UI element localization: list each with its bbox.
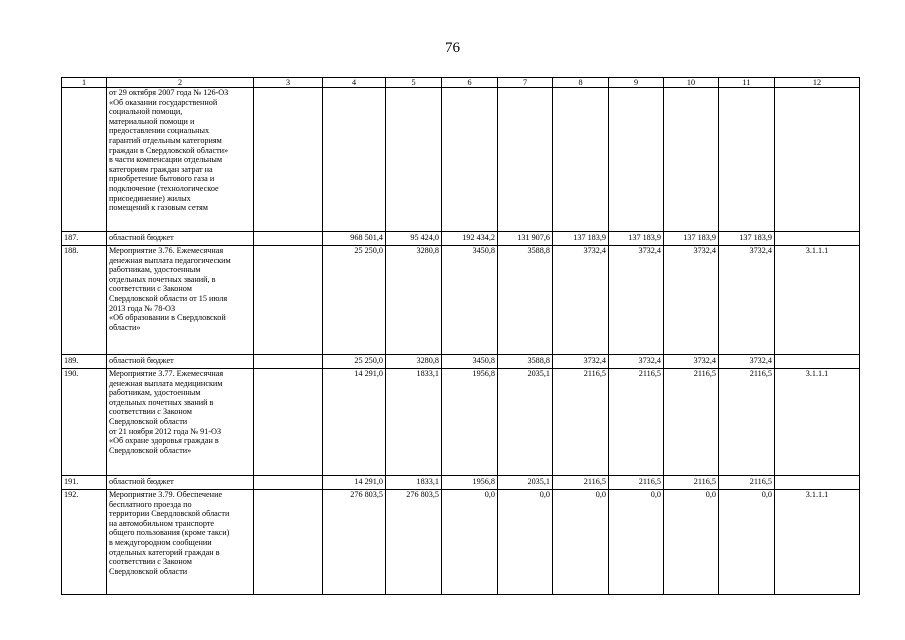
amount-cell: 1833,1 bbox=[386, 476, 442, 490]
target-code-cell bbox=[775, 232, 860, 246]
description-line: Свердловской области bbox=[109, 566, 188, 576]
description-line: в междугородном сообщении bbox=[109, 537, 212, 547]
budget-table bbox=[61, 77, 860, 595]
amount-cell: 2116,5 bbox=[664, 476, 719, 490]
row-description bbox=[107, 88, 254, 232]
description-line: Мероприятие 3.79. Обеспечение bbox=[109, 490, 223, 499]
description-line: Мероприятие 3.77. Ежемесячная bbox=[109, 369, 224, 378]
description-line: «Об образовании в Свердловской bbox=[109, 313, 226, 323]
amount-cell: 25 250,0 bbox=[323, 246, 386, 355]
description-line: Свердловской области bbox=[109, 416, 188, 426]
row-description bbox=[107, 369, 254, 476]
amount-cell: 137 183,9 bbox=[719, 232, 775, 246]
description-line: общего пользования (кроме такси) bbox=[109, 528, 230, 538]
amount-cell: 95 424,0 bbox=[386, 232, 442, 246]
amount-cell: 2116,5 bbox=[664, 369, 719, 476]
description-line: Свердловской области» bbox=[109, 445, 192, 455]
row-description bbox=[107, 246, 254, 355]
amount-cell: 137 183,9 bbox=[609, 232, 664, 246]
description-line: областной бюджет bbox=[109, 477, 174, 486]
description-line: денежная выплата медицинским bbox=[109, 378, 223, 388]
description-line: соответствии с Законом bbox=[109, 407, 192, 417]
target-code-cell: 3.1.1.1 bbox=[775, 490, 860, 595]
amount-cell: 3450,8 bbox=[442, 246, 498, 355]
description-line: областной бюджет bbox=[109, 233, 174, 242]
row-number: 191. bbox=[62, 476, 107, 490]
description-line: от 21 ноября 2012 года № 91-ОЗ bbox=[109, 426, 222, 436]
column-header: 3 bbox=[254, 78, 323, 88]
description-line: денежная выплата педагогическим bbox=[109, 255, 231, 265]
description-line: помещений к газовым сетям bbox=[109, 203, 208, 213]
target-code-cell bbox=[775, 476, 860, 490]
amount-cell: 276 803,5 bbox=[323, 490, 386, 595]
row-number: 192. bbox=[62, 490, 107, 595]
amount-cell: 3732,4 bbox=[553, 355, 609, 369]
description-line: в части компенсации отдельным bbox=[109, 155, 223, 165]
amount-cell: 3732,4 bbox=[664, 355, 719, 369]
amount-cell: 3732,4 bbox=[609, 355, 664, 369]
column-header: 6 bbox=[442, 78, 498, 88]
amount-cell: 192 434,2 bbox=[442, 232, 498, 246]
description-line: отдельных почетных званий в bbox=[109, 397, 214, 407]
row-description bbox=[107, 476, 254, 490]
amount-cell: 2035,1 bbox=[498, 369, 553, 476]
amount-cell: 0,0 bbox=[442, 490, 498, 595]
description-line: социальной помощи, bbox=[109, 107, 183, 117]
row-number: 189. bbox=[62, 355, 107, 369]
amount-cell: 0,0 bbox=[553, 490, 609, 595]
column-header: 8 bbox=[553, 78, 609, 88]
amount-cell: 14 291,0 bbox=[323, 369, 386, 476]
row-number: 188. bbox=[62, 246, 107, 355]
column-header: 11 bbox=[719, 78, 775, 88]
column-number-row bbox=[62, 78, 860, 88]
description-line: работникам, удостоенным bbox=[109, 388, 201, 398]
description-line: приобретение бытового газа и bbox=[109, 174, 215, 184]
row-description bbox=[107, 490, 254, 595]
description-line: материальной помощи и bbox=[109, 116, 195, 126]
description-line: области» bbox=[109, 322, 141, 332]
amount-cell: 137 183,9 bbox=[664, 232, 719, 246]
description-line: предоставлении социальных bbox=[109, 126, 210, 136]
description-line: соответствии с Законом bbox=[109, 284, 192, 294]
row-description bbox=[107, 355, 254, 369]
column-3-cell bbox=[254, 369, 323, 476]
description-line: присоединение) жилых bbox=[109, 193, 191, 203]
table-row bbox=[62, 232, 860, 246]
description-line: гарантий отдельным категориям bbox=[109, 135, 222, 145]
amount-cell: 0,0 bbox=[609, 490, 664, 595]
target-code-cell: 3.1.1.1 bbox=[775, 246, 860, 355]
amount-cell: 3450,8 bbox=[442, 355, 498, 369]
page-number: 76 bbox=[445, 40, 460, 56]
amount-cell: 2116,5 bbox=[553, 369, 609, 476]
description-line: «Об оказании государственной bbox=[109, 97, 218, 107]
amount-cell: 131 907,6 bbox=[498, 232, 553, 246]
row-number bbox=[62, 88, 107, 232]
amount-cell: 14 291,0 bbox=[323, 476, 386, 490]
amount-cell: 3732,4 bbox=[664, 246, 719, 355]
amount-cell: 0,0 bbox=[664, 490, 719, 595]
amount-cell: 3588,8 bbox=[498, 355, 553, 369]
column-header: 7 bbox=[498, 78, 553, 88]
amount-cell: 137 183,9 bbox=[553, 232, 609, 246]
description-line: отдельных категорий граждан в bbox=[109, 547, 220, 557]
amount-cell: 2116,5 bbox=[609, 369, 664, 476]
amount-cell: 0,0 bbox=[498, 490, 553, 595]
amount-cell: 3732,4 bbox=[719, 355, 775, 369]
amount-cell: 0,0 bbox=[719, 490, 775, 595]
description-line: бесплатного проезда по bbox=[109, 499, 192, 509]
column-header: 5 bbox=[386, 78, 442, 88]
description-line: Мероприятие 3.76. Ежемесячная bbox=[109, 246, 224, 255]
column-header: 2 bbox=[107, 78, 254, 88]
amount-cell: 3280,8 bbox=[386, 246, 442, 355]
description-line: на автомобильном транспорте bbox=[109, 518, 215, 528]
description-line: работникам, удостоенным bbox=[109, 265, 201, 275]
amount-cell bbox=[498, 88, 553, 232]
description-line: «Об охране здоровья граждан в bbox=[109, 436, 219, 446]
description-line: соответствии с Законом bbox=[109, 557, 192, 567]
column-header: 1 bbox=[62, 78, 107, 88]
amount-cell bbox=[323, 88, 386, 232]
amount-cell: 3732,4 bbox=[609, 246, 664, 355]
amount-cell: 3732,4 bbox=[719, 246, 775, 355]
target-code-cell bbox=[775, 355, 860, 369]
row-number: 190. bbox=[62, 369, 107, 476]
column-3-cell bbox=[254, 355, 323, 369]
table-body bbox=[62, 88, 860, 595]
description-line: 2013 года № 78-ОЗ bbox=[109, 303, 176, 313]
amount-cell: 25 250,0 bbox=[323, 355, 386, 369]
table-row bbox=[62, 490, 860, 595]
description-line: отдельных почетных званий, в bbox=[109, 274, 216, 284]
target-code-cell: 3.1.1.1 bbox=[775, 369, 860, 476]
amount-cell: 2116,5 bbox=[609, 476, 664, 490]
amount-cell: 2035,1 bbox=[498, 476, 553, 490]
amount-cell: 2116,5 bbox=[719, 369, 775, 476]
column-3-cell bbox=[254, 476, 323, 490]
amount-cell: 2116,5 bbox=[719, 476, 775, 490]
amount-cell bbox=[609, 88, 664, 232]
table-row bbox=[62, 246, 860, 355]
description-line: граждан в Свердловской области» bbox=[109, 145, 229, 155]
amount-cell bbox=[553, 88, 609, 232]
amount-cell bbox=[719, 88, 775, 232]
amount-cell bbox=[664, 88, 719, 232]
description-line: категориям граждан затрат на bbox=[109, 164, 213, 174]
row-number: 187. bbox=[62, 232, 107, 246]
table-row bbox=[62, 369, 860, 476]
description-line: Свердловской области от 15 июля bbox=[109, 293, 228, 303]
column-header: 4 bbox=[323, 78, 386, 88]
amount-cell bbox=[442, 88, 498, 232]
column-3-cell bbox=[254, 246, 323, 355]
amount-cell: 276 803,5 bbox=[386, 490, 442, 595]
amount-cell: 3732,4 bbox=[553, 246, 609, 355]
column-3-cell bbox=[254, 490, 323, 595]
column-3-cell bbox=[254, 88, 323, 232]
description-line: территории Свердловской области bbox=[109, 509, 230, 519]
amount-cell: 1833,1 bbox=[386, 369, 442, 476]
target-code-cell bbox=[775, 88, 860, 232]
column-header: 12 bbox=[775, 78, 860, 88]
column-header: 10 bbox=[664, 78, 719, 88]
table-row bbox=[62, 88, 860, 232]
description-line: областной бюджет bbox=[109, 356, 174, 365]
column-header: 9 bbox=[609, 78, 664, 88]
amount-cell: 1956,8 bbox=[442, 476, 498, 490]
column-3-cell bbox=[254, 232, 323, 246]
table-row bbox=[62, 476, 860, 490]
amount-cell: 2116,5 bbox=[553, 476, 609, 490]
amount-cell: 968 501,4 bbox=[323, 232, 386, 246]
amount-cell bbox=[386, 88, 442, 232]
table-row bbox=[62, 355, 860, 369]
row-description bbox=[107, 232, 254, 246]
amount-cell: 3588,8 bbox=[498, 246, 553, 355]
description-line: подключение (технологическое bbox=[109, 183, 219, 193]
description-line: от 29 октября 2007 года № 126-ОЗ bbox=[109, 88, 229, 97]
amount-cell: 3280,8 bbox=[386, 355, 442, 369]
amount-cell: 1956,8 bbox=[442, 369, 498, 476]
